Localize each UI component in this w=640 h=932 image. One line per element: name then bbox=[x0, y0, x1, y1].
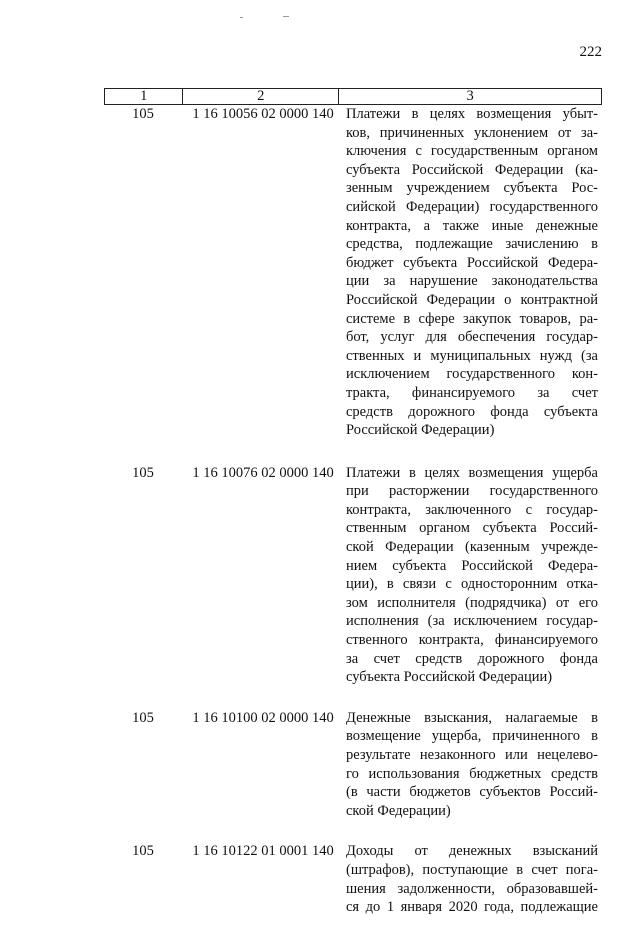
description-line: возмещение ущерба, причиненного в bbox=[346, 728, 598, 745]
description-line: за счет средств дорожного фонда bbox=[346, 650, 598, 667]
table-body bbox=[104, 105, 602, 932]
description-cell bbox=[346, 842, 598, 916]
description-cell bbox=[346, 464, 598, 687]
description-line: сийской Федерации) государственного bbox=[346, 198, 598, 215]
description-line: средства, подлежащие зачислению в bbox=[346, 236, 598, 253]
description-cell bbox=[346, 709, 598, 821]
description-line: тракта, финансируемого за счет bbox=[346, 384, 598, 401]
description-line: (в части бюджетов субъектов Россий- bbox=[346, 784, 598, 801]
description-line: зенным учреждением субъекта Рос- bbox=[346, 180, 598, 197]
description-line: Денежные взыскания, налагаемые в bbox=[346, 709, 598, 726]
description-line: бот, услуг для обеспечения государ- bbox=[346, 329, 598, 346]
description-line: (штрафов), поступающие в счет пога- bbox=[346, 861, 598, 878]
description-line: при расторжении государственного bbox=[346, 483, 598, 500]
revenue-code-cell: 1 16 10122 01 0001 140 bbox=[192, 843, 334, 860]
description-line: субъекта Российской Федерации) bbox=[346, 669, 553, 686]
description-line: бюджет субъекта Российской Федера- bbox=[346, 254, 598, 271]
description-line: исключением государственного кон- bbox=[346, 366, 598, 383]
admin-code-cell: 105 bbox=[132, 709, 154, 726]
column-header-1: 1 bbox=[105, 89, 183, 105]
column-header-2: 2 bbox=[183, 89, 339, 105]
description-line: субъекта Российской Федерации (ка- bbox=[346, 161, 598, 178]
table-row bbox=[104, 709, 602, 821]
table-row bbox=[104, 464, 602, 687]
description-line: Платежи в целях возмещения ущерба bbox=[346, 464, 598, 481]
revenue-code-cell: 1 16 10100 02 0000 140 bbox=[192, 709, 334, 726]
description-line: ключения с государственным органом bbox=[346, 143, 598, 160]
description-line: ся до 1 января 2020 года, подлежащие bbox=[346, 899, 598, 916]
description-line: нием субъекта Российской Федера- bbox=[346, 557, 598, 574]
table-row bbox=[104, 105, 602, 440]
column-header-table bbox=[104, 88, 602, 105]
admin-code-cell: 105 bbox=[132, 464, 154, 481]
revenue-code-cell: 1 16 10076 02 0000 140 bbox=[192, 464, 334, 481]
description-cell bbox=[346, 105, 598, 440]
page-number: 222 bbox=[579, 44, 602, 60]
description-line: ственного контракта, финансируемого bbox=[346, 632, 598, 649]
table-row bbox=[104, 842, 602, 916]
description-line: ственных и муниципальных нужд (за bbox=[346, 347, 598, 364]
description-line: системе в сфере закупок товаров, ра- bbox=[346, 310, 598, 327]
description-line: ков, причиненных уклонением от за- bbox=[346, 124, 598, 141]
scan-speck bbox=[240, 17, 243, 18]
description-line: Платежи в целях возмещения убыт- bbox=[346, 106, 598, 122]
revenue-code-cell: 1 16 10056 02 0000 140 bbox=[192, 106, 334, 122]
description-line: контракта, заключенного с государ- bbox=[346, 501, 598, 518]
description-line: го использования бюджетных средств bbox=[346, 765, 598, 782]
column-header-3: 3 bbox=[339, 89, 602, 105]
scan-speck bbox=[283, 16, 289, 17]
description-line: результате незаконного или нецелево- bbox=[346, 747, 598, 763]
description-line: ции за нарушение законодательства bbox=[346, 273, 598, 290]
description-line: ской Федерации (казенным учрежде- bbox=[346, 539, 598, 556]
description-line: ции), в связи с односторонним отка- bbox=[346, 576, 598, 593]
description-line: Российской Федерации о контрактной bbox=[346, 291, 598, 308]
description-line: зом исполнителя (подрядчика) от его bbox=[346, 594, 598, 611]
admin-code-cell: 105 bbox=[132, 106, 154, 122]
description-line: ской Федерации) bbox=[346, 802, 451, 819]
description-line: шения задолженности, образовавшей- bbox=[346, 880, 598, 897]
description-line: ственным органом субъекта Россий- bbox=[346, 520, 598, 537]
description-line: исполнения (за исключением государ- bbox=[346, 613, 598, 630]
description-line: Российской Федерации) bbox=[346, 422, 495, 439]
description-line: средств дорожного фонда субъекта bbox=[346, 403, 598, 420]
admin-code-cell: 105 bbox=[132, 843, 154, 860]
description-line: контракта, а также иные денежные bbox=[346, 217, 598, 234]
description-line: Доходы от денежных взысканий bbox=[346, 843, 598, 860]
